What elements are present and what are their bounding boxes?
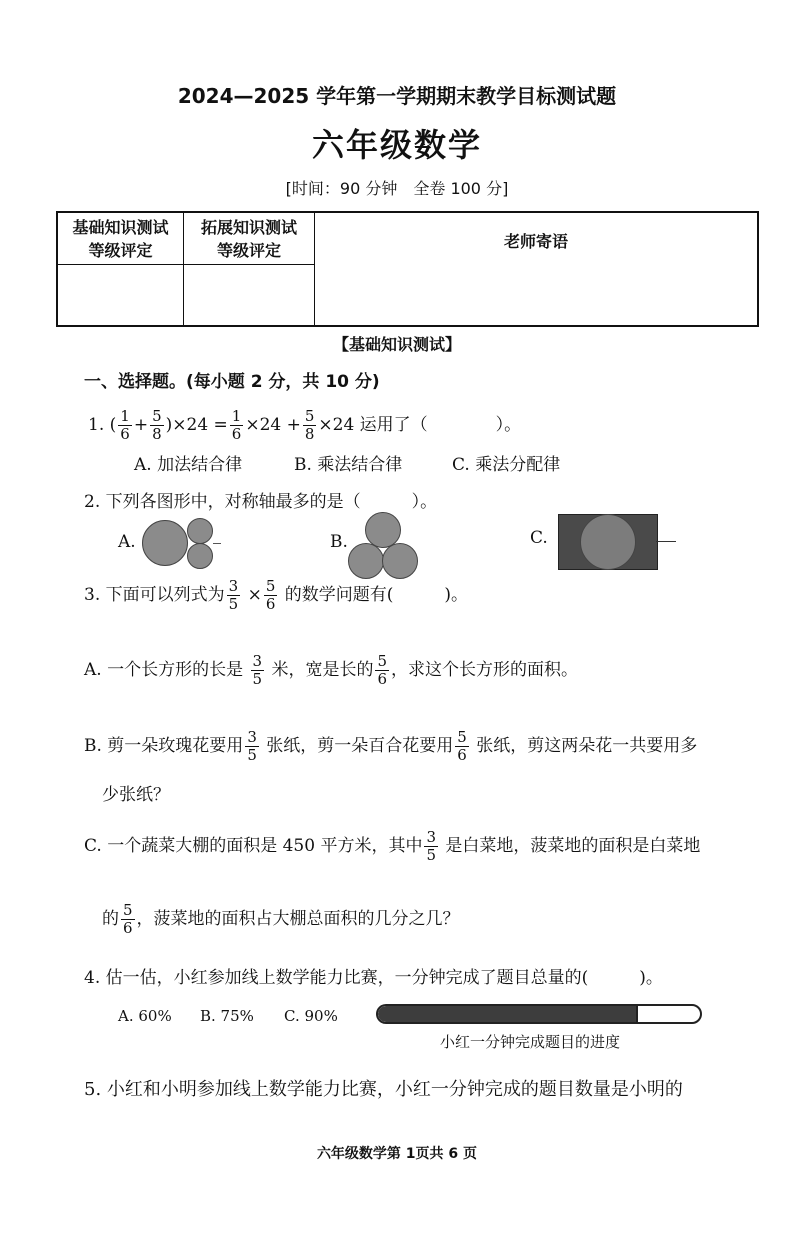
q1-option-c: C. 乘法分配律 xyxy=(452,455,561,475)
basic-grade-cell xyxy=(57,264,184,326)
question-3: 3. 下面可以列式为 $\frac{3}{5}$ × $\frac{5}{6}$ 的数学问题有( )。 xyxy=(84,577,469,613)
q3-option-c: C. 一个蔬菜大棚的面积是 450 平方米，其中 $\frac{3}{5}$ 是白菜地，菠菜地的面积是白菜地 xyxy=(84,828,701,864)
fraction: $\frac{5}{6}$ xyxy=(457,728,467,764)
subject-title: 六年级数学 xyxy=(311,126,482,164)
fraction: $\frac{5}{8}$ xyxy=(152,407,162,443)
q4-option-a: A. 60% xyxy=(118,1007,172,1025)
q2-option-c-label: C. xyxy=(530,528,548,548)
q1-option-b: B. 乘法结合律 xyxy=(294,455,403,475)
fraction: $\frac{3}{5}$ xyxy=(426,828,437,864)
fraction: $\frac{3}{5}$ xyxy=(228,577,239,613)
progress-bar xyxy=(376,1004,702,1024)
q4-option-c: C. 90% xyxy=(284,1007,338,1025)
fraction: $\frac{5}{6}$ xyxy=(265,577,276,613)
extended-grade-header: 拓展知识测试 等级评定 xyxy=(184,212,315,264)
q2-option-b-label: B. xyxy=(330,532,348,552)
q4-option-b: B. 75% xyxy=(200,1007,254,1025)
q1-option-a: A. 加法结合律 xyxy=(134,455,243,475)
part1-heading: 一、选择题。(每小题 2 分，共 10 分) xyxy=(84,372,380,392)
basic-grade-header: 基础知识测试 等级评定 xyxy=(57,212,184,264)
q3-option-a: A. 一个长方形的长是 $\frac{3}{5}$ 米，宽是长的 $\frac{5}{6}$ ，求这个长方形的面积。 xyxy=(84,652,578,688)
q3-option-b: B. 剪一朵玫瑰花要用 $\frac{3}{5}$ 张纸，剪一朵百合花要用 $\frac{5}{6}$ 张纸，剪这两朵花一共要用多 xyxy=(84,728,698,764)
q3-option-c-line2: 的 $\frac{5}{6}$ ，菠菜地的面积占大棚总面积的几分之几？ xyxy=(102,901,460,937)
fraction: $\frac{3}{5}$ xyxy=(247,728,257,764)
question-2: 2. 下列各图形中，对称轴最多的是（ ）。 xyxy=(84,492,438,512)
extended-grade-cell xyxy=(184,264,315,326)
fraction: $\frac{1}{6}$ xyxy=(120,407,130,443)
progress-bar-fill xyxy=(378,1006,638,1022)
teacher-comment-header: 老师寄语 xyxy=(503,232,568,251)
question-5: 5. 小红和小明参加线上数学能力比赛，小红一分钟完成的题目数量是小明的 xyxy=(84,1079,683,1100)
exam-info: [时间：90 分钟 全卷 100 分] xyxy=(285,179,509,198)
fraction: $\frac{5}{6}$ xyxy=(377,652,387,688)
teacher-comment-cell xyxy=(315,212,759,326)
fraction: $\frac{5}{8}$ xyxy=(304,407,315,443)
question-4: 4. 估一估，小红参加线上数学能力比赛，一分钟完成了题目总量的( )。 xyxy=(84,968,663,988)
fraction: $\frac{1}{6}$ xyxy=(231,407,242,443)
q2-option-a-label: A. xyxy=(118,532,136,552)
progress-caption: 小红一分钟完成题目的进度 xyxy=(440,1033,621,1051)
grade-table xyxy=(56,211,759,327)
fraction: $\frac{3}{5}$ xyxy=(252,652,263,688)
q3-option-b-line2: 少张纸？ xyxy=(102,785,170,805)
exam-title: 2024—2025 学年第一学期期末教学目标测试题 xyxy=(177,84,617,108)
question-1: 1. ( $\frac{1}{6}$ + $\frac{5}{8}$ )×24 = $\frac{1}{6}$ ×24 + $\frac{5}{8}$ ×24 运用了（ ）。 xyxy=(88,407,522,443)
page-footer: 六年级数学第 1页共 6 页 xyxy=(316,1146,478,1162)
section-title: 【基础知识测试】 xyxy=(332,335,461,354)
fraction: $\frac{5}{6}$ xyxy=(123,901,133,937)
